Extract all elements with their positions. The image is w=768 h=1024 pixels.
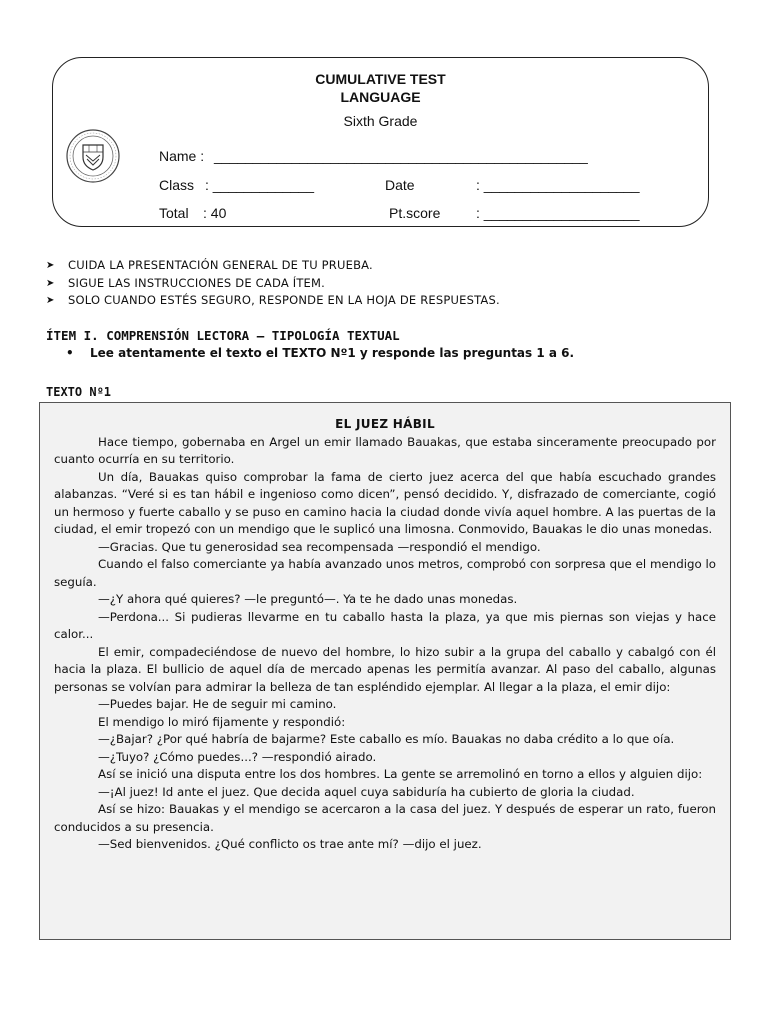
class-label: Class — [159, 177, 195, 193]
name-field[interactable]: ________________________________________________ — [214, 148, 588, 164]
class-field[interactable]: : _____________ — [205, 177, 314, 193]
ptscore-field[interactable]: : ____________________ — [476, 205, 640, 221]
instruction-item: ➤ CUIDA LA PRESENTACIÓN GENERAL DE TU PRUEBA. — [46, 257, 726, 275]
reading-paragraph: —¡Al juez! Id ante el juez. Que decida aquel cuya sabiduría ha cubierto de gloria la ciudad. — [98, 784, 635, 799]
total-value: : 40 — [203, 205, 227, 221]
texto-label: TEXTO Nº1 — [46, 385, 112, 399]
total-label: Total — [159, 205, 189, 221]
reading-paragraph: Hace tiempo, gobernaba en Argel un emir llamado Bauakas, que estaba sinceramente preocupado por cuanto ocurría en su territorio. — [54, 434, 716, 466]
reading-paragraph: Un día, Bauakas quiso comprobar la fama de cierto juez acerca del que había escuchado grandes alabanzas. “Veré si es tan hábil e ingenioso como dicen”, pensó decidido. Y, disfrazado de comerciante, cogió un hermoso y fuerte caballo y se puso en camino hacia la ciudad donde vivía aquel hombre. A las puertas de la ciudad, el emir tropezó con un mendigo que le suplicó una limosna. Conmovido, Bauakas le dio unas monedas. — [54, 469, 716, 536]
reading-paragraph: —Puedes bajar. He de seguir mi camino. — [98, 697, 337, 711]
test-title: CUMULATIVE TEST — [315, 71, 446, 87]
reading-paragraph: El mendigo lo miró fijamente y respondió: — [98, 714, 346, 729]
reading-paragraph: —Sed bienvenidos. ¿Qué conflicto os trae ante mí? —dijo el juez. — [98, 837, 482, 851]
arrow-bullet-icon: ➤ — [46, 277, 55, 289]
bullet-dot-icon: • — [66, 346, 74, 360]
date-field[interactable]: : ____________________ — [476, 177, 640, 193]
reading-paragraph: —Gracias. Que tu generosidad sea recompensada —respondió el mendigo. — [98, 539, 541, 554]
instructions-list — [46, 257, 726, 310]
reading-paragraph: El emir, compadeciéndose de nuevo del hombre, lo hizo subir a la grupa del caballo y cabalgó con él hacia la plaza. El bullicio de aquel día de mercado apenas les permitía avanzar. Al paso del caballo, algunas personas se volvían para admirar la belleza de tan espléndido ejemplar. Al llegar a la plaza, el emir dijo: — [54, 644, 716, 694]
reading-paragraph: —¿Y ahora qué quieres? —le preguntó—. Ya te he dado unas monedas. — [98, 592, 518, 606]
arrow-bullet-icon: ➤ — [46, 295, 55, 306]
grade-label: Sixth Grade — [343, 113, 418, 129]
reading-paragraph: —¿Tuyo? ¿Cómo puedes...? —respondió airado. — [98, 749, 377, 764]
school-seal-icon — [65, 128, 121, 184]
reading-text-box — [39, 402, 731, 940]
ptscore-label: Pt.score — [389, 205, 441, 221]
subject-title: LANGUAGE — [340, 89, 421, 105]
reading-paragraph: Así se inició una disputa entre los dos hombres. La gente se arremolinó en torno a ellos y alguien dijo: — [98, 767, 703, 781]
instruction-item: ➤ SOLO CUANDO ESTÉS SEGURO, RESPONDE EN LA HOJA DE RESPUESTAS. — [46, 292, 726, 310]
arrow-bullet-icon: ➤ — [46, 260, 55, 271]
item-instruction: • Lee atentamente el texto el TEXTO Nº1 y responde las preguntas 1 a 6. — [66, 346, 575, 360]
reading-paragraph: Cuando el falso comerciante ya había avanzado unos metros, comprobó con sorpresa que el mendigo lo seguía. — [54, 557, 716, 589]
reading-paragraph: —Perdona... Si pudieras llevarme en tu caballo hasta la plaza, ya que mis piernas son viejas y hace calor... — [54, 609, 716, 641]
test-header-box — [52, 57, 709, 227]
name-label: Name : — [159, 148, 205, 164]
reading-paragraph: Así se hizo: Bauakas y el mendigo se acercaron a la casa del juez. Y después de esperar un rato, fueron conducidos a su presencia. — [54, 802, 716, 834]
instruction-item: ➤ SIGUE LAS INSTRUCCIONES DE CADA ÍTEM. — [46, 275, 726, 293]
reading-paragraph: —¿Bajar? ¿Por qué habría de bajarme? Este caballo es mío. Bauakas no daba crédito a lo que oía. — [98, 732, 675, 746]
date-label: Date — [385, 177, 415, 193]
reading-title: EL JUEZ HÁBIL — [335, 417, 435, 431]
item-heading: ÍTEM I. COMPRENSIÓN LECTORA – TIPOLOGÍA TEXTUAL — [46, 328, 400, 343]
